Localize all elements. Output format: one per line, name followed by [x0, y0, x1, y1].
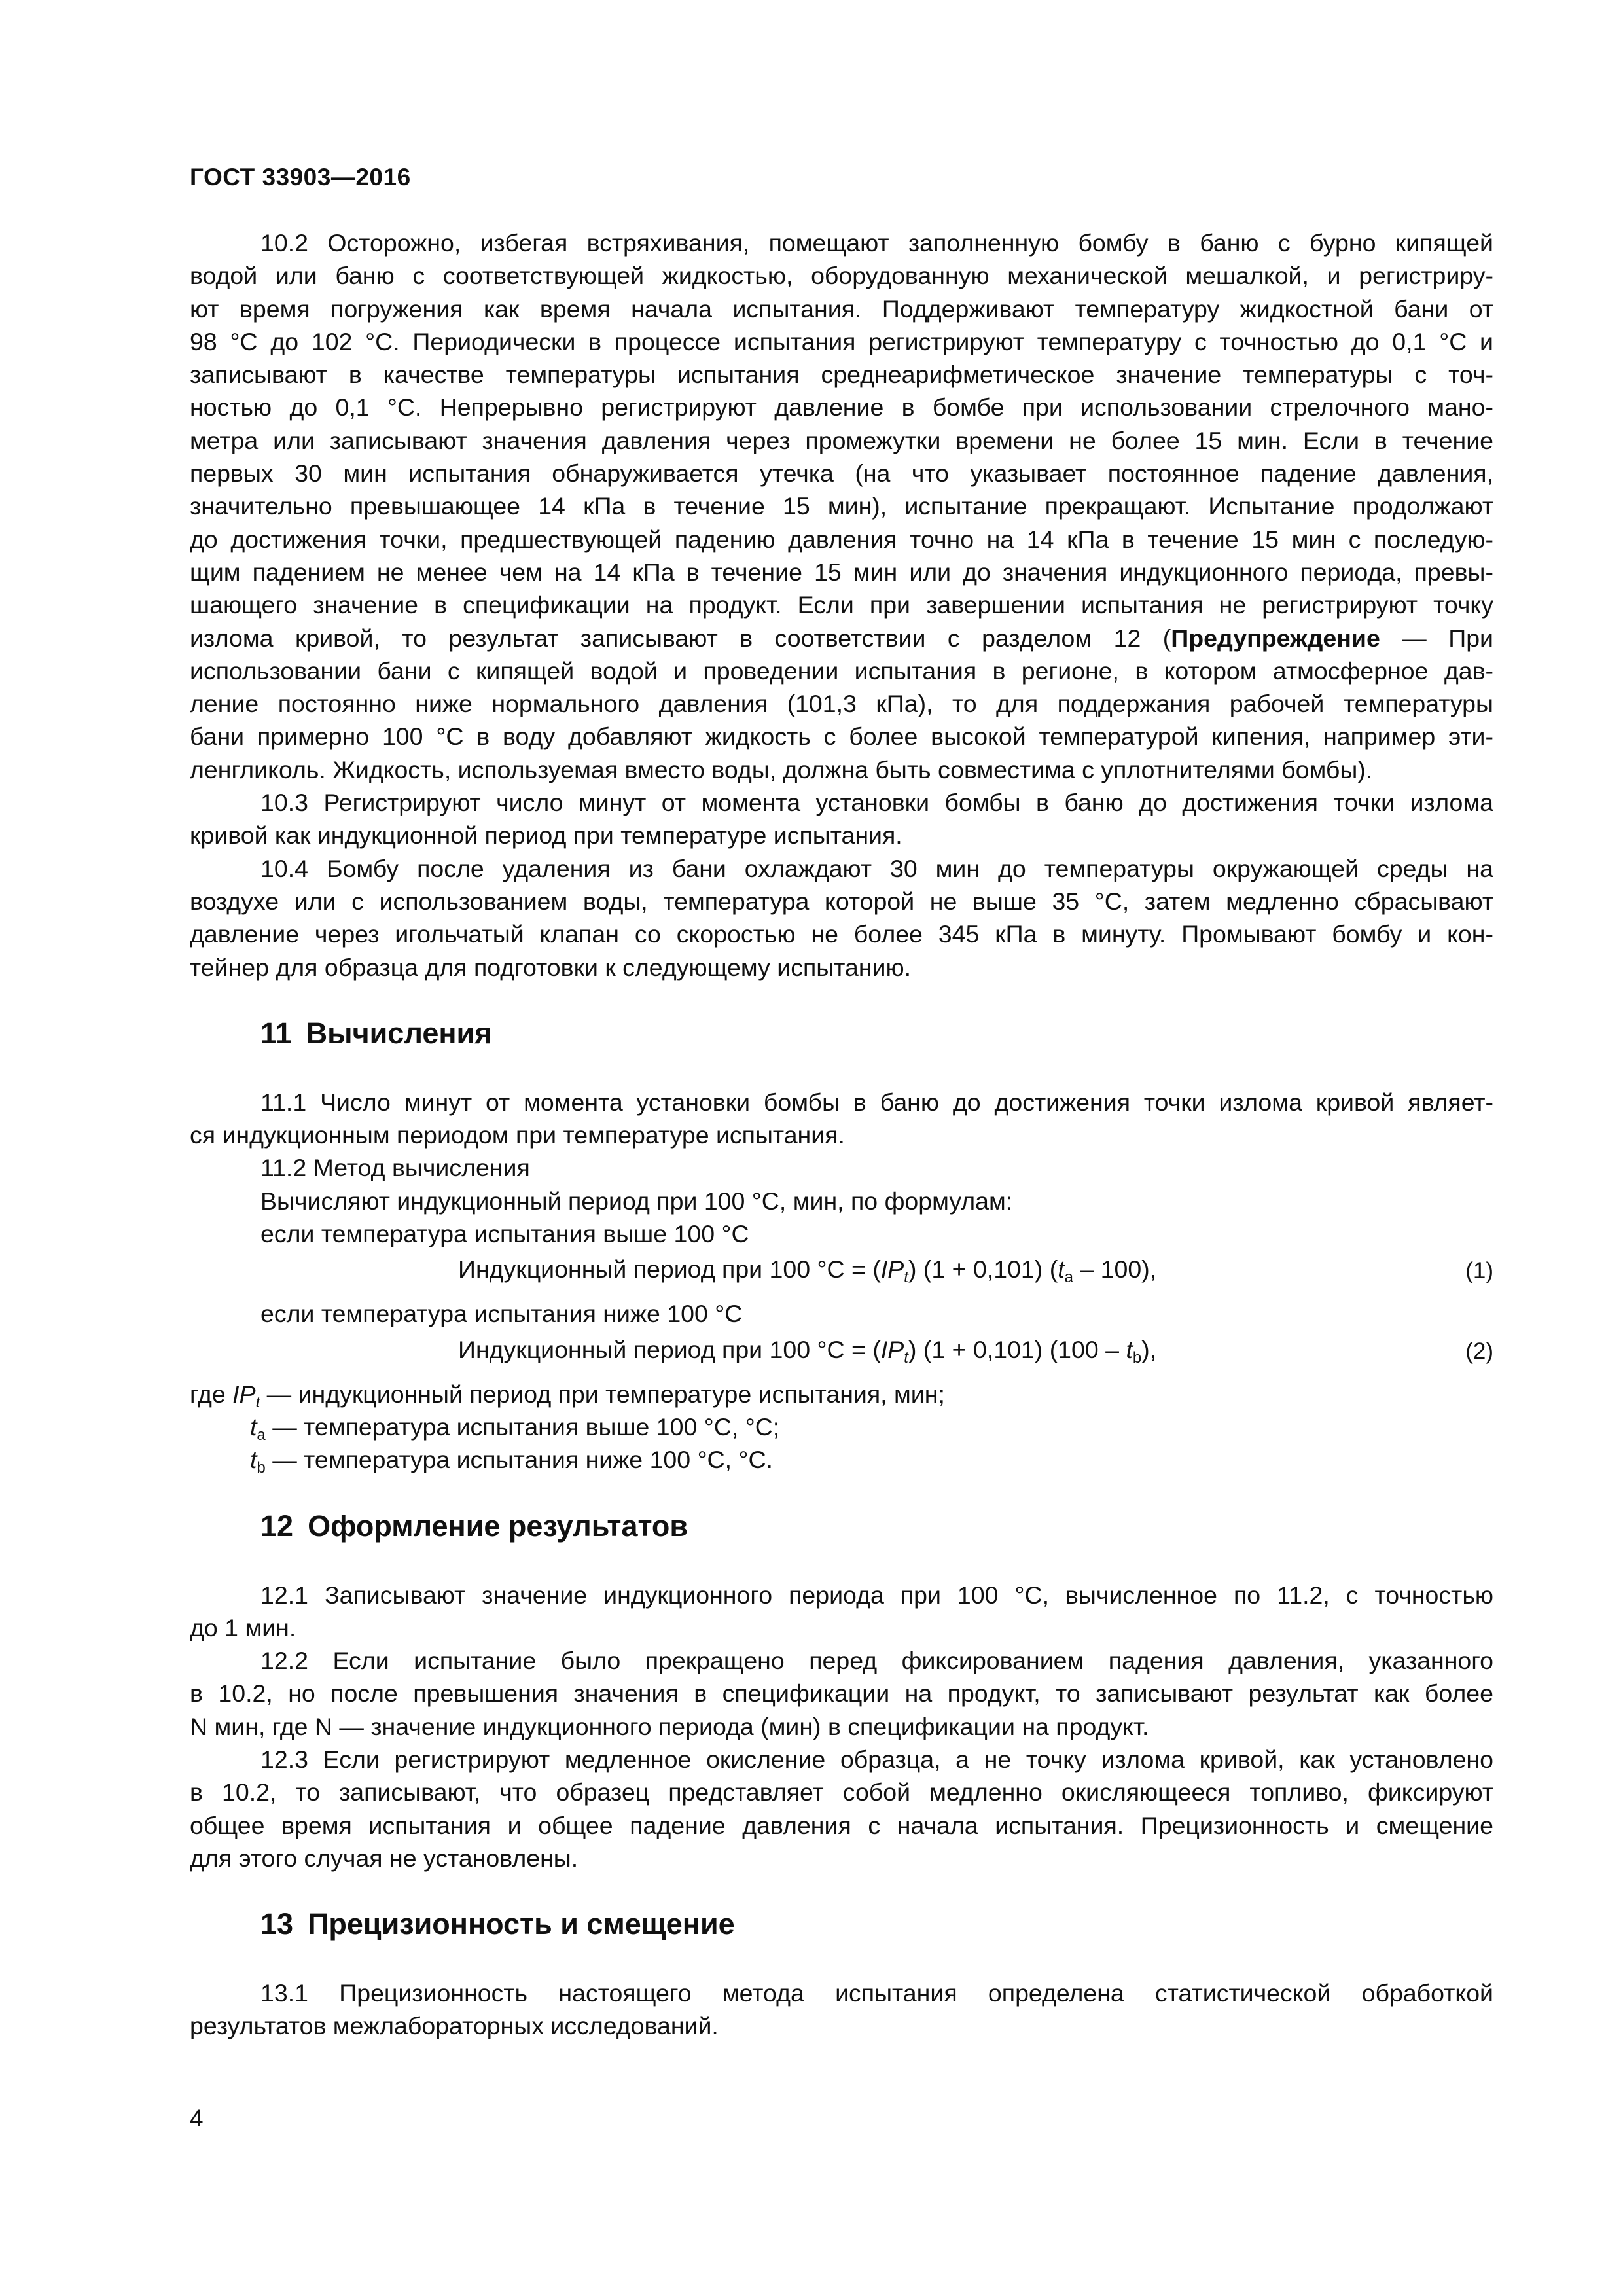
- document-id: ГОСТ 33903—2016: [190, 164, 411, 190]
- text-line: водой или баню с соответствующей жидкостью, оборудованную механической мешалкой, и регистриру-: [190, 262, 1493, 290]
- legend-ip: [190, 1378, 1493, 1410]
- text-line-warning: [190, 622, 1493, 655]
- text-line: щим падением не менее чем на 14 кПа в течение 15 мин или до значения индукционного периода, превы-: [190, 558, 1493, 586]
- text-line: 10.3 Регистрируют число минут от момента установки бомбы в баню до достижения точки излома: [260, 789, 1493, 817]
- legend-sub: t: [255, 1393, 260, 1411]
- legend-sub: a: [257, 1426, 266, 1444]
- equation-number: (2): [1465, 1338, 1493, 1364]
- equation-number: (1): [1465, 1258, 1493, 1284]
- text-line: общее время испытания и общее падение давления с начала испытания. Прецизионность и смещение: [190, 1811, 1493, 1839]
- legend-sub: b: [257, 1459, 266, 1477]
- section-number: 11: [260, 1016, 292, 1050]
- section-number: 12: [260, 1509, 294, 1543]
- formula-2: [190, 1331, 1493, 1378]
- section-11-heading: [260, 1016, 1493, 1050]
- legend-var: t: [250, 1446, 257, 1474]
- text-line: в 10.2, то записывают, что образец представляет собой медленно окисляющееся топливо, фиксируют: [190, 1778, 1493, 1806]
- text-line: результатов межлабораторных исследований.: [190, 2012, 719, 2040]
- section-title: Прецизионность и смещение: [308, 1907, 735, 1941]
- text-line: до достижения точки, предшествующей падению давления точно на 14 кПа в течение 15 мин с последую-: [190, 525, 1493, 553]
- legend-desc: — индукционный период при температуре испытания, мин;: [260, 1380, 945, 1408]
- text-line: 12.2 Если испытание было прекращено перед фиксированием падения давления, указанного: [260, 1647, 1493, 1675]
- text-line: ся индукционным периодом при температуре испытания.: [190, 1121, 845, 1149]
- condition-above: если температура испытания выше 100 °C: [260, 1220, 749, 1248]
- legend-prefix: где: [190, 1380, 233, 1408]
- paragraph-12-3: [190, 1743, 1493, 1874]
- formula-var: t: [1126, 1335, 1133, 1363]
- text-line: N мин, где N — значение индукционного периода (мин) в спецификации на продукт.: [190, 1712, 1149, 1740]
- formula-var: t: [1058, 1255, 1065, 1283]
- text-line: 10.4 Бомбу после удаления из бани охлаждают 30 мин до температуры окружающей среды на: [260, 854, 1493, 882]
- text-line: бани примерно 100 °C в воду добавляют жидкость с более высокой температурой кипения, например эти-: [190, 723, 1493, 751]
- text-line: первых 30 мин испытания обнаруживается утечка (на что указывает постоянное падение давления,: [190, 459, 1493, 488]
- formula-expression: [458, 1335, 1157, 1367]
- warning-label: Предупреждение: [1171, 624, 1380, 652]
- text-fragment: — При: [1380, 624, 1494, 652]
- legend-tb: [190, 1443, 1493, 1476]
- text-line: ленгликоль. Жидкость, используемая вместо воды, должна быть совместима с уплотнителями бомбы).: [190, 755, 1373, 783]
- text-line: ление постоянно ниже нормального давления (101,3 кПа), то для поддержания рабочей температуры: [190, 690, 1493, 718]
- paragraph-10-4: [190, 852, 1493, 984]
- formula-sub: a: [1064, 1268, 1073, 1287]
- text-line: ностью до 0,1 °C. Непрерывно регистрируют давление в бомбе при использовании стрелочного мано-: [190, 393, 1493, 422]
- legend-desc: — температура испытания ниже 100 °C, °C.: [265, 1446, 773, 1474]
- paragraph-13-1: [190, 1977, 1493, 2043]
- text-line: значительно превышающее 14 кПа в течение 15 мин), испытание прекращают. Испытание продолжают: [190, 492, 1493, 520]
- legend-desc: — температура испытания выше 100 °C, °C;: [265, 1412, 780, 1441]
- formula-1: [190, 1250, 1493, 1297]
- formula-sub: b: [1132, 1348, 1142, 1367]
- legend-var: IP: [232, 1380, 256, 1408]
- paragraph-11-2-title: 11.2 Метод вычисления: [260, 1154, 530, 1182]
- text-line: тейнер для образца для подготовки к следующему испытанию.: [190, 953, 912, 981]
- page-number: 4: [190, 2105, 204, 2132]
- section-13-heading: [260, 1907, 1493, 1941]
- formula-var: IP: [880, 1335, 904, 1363]
- page-content: [190, 226, 1493, 2043]
- text-line: 11.1 Число минут от момента установки бомбы в баню до достижения точки излома кривой являет-: [260, 1088, 1493, 1116]
- formula-part: ) (1 + 0,101) (100 –: [908, 1335, 1126, 1363]
- variable-legend: [190, 1378, 1493, 1477]
- text-line: 12.1 Записывают значение индукционного периода при 100 °C, вычисленное по 11.2, с точностью: [260, 1581, 1493, 1609]
- paragraph-10-2: [190, 226, 1493, 786]
- section-title: Оформление результатов: [308, 1509, 688, 1543]
- condition-below: если температура испытания ниже 100 °C: [260, 1300, 743, 1328]
- paragraph-10-3: [190, 786, 1493, 852]
- section-number: 13: [260, 1907, 294, 1941]
- text-line: для этого случая не установлены.: [190, 1844, 579, 1872]
- paragraph-11-1: [190, 1086, 1493, 1152]
- formula-part: Индукционный период при 100 °C = (: [458, 1255, 881, 1283]
- text-line: использовании бани с кипящей водой и проведении испытания в регионе, в котором атмосферное дав-: [190, 656, 1493, 685]
- section-title: Вычисления: [306, 1016, 492, 1050]
- formula-sub: t: [904, 1348, 908, 1367]
- formula-var: IP: [880, 1255, 904, 1283]
- formula-part: Индукционный период при 100 °C = (: [458, 1335, 881, 1363]
- text-line: 10.2 Осторожно, избегая встряхивания, помещают заполненную бомбу в баню с бурно кипящей: [260, 229, 1493, 257]
- text-line: в 10.2, но после превышения значения в спецификации на продукт, то записывают результат как более: [190, 1679, 1493, 1708]
- text-line: давление через игольчатый клапан со скоростью не более 345 кПа в минуту. Промывают бомбу и кон-: [190, 920, 1493, 948]
- text-line: ют время погружения как время начала испытания. Поддерживают температуру жидкостной бани от: [190, 295, 1493, 323]
- text-line: до 1 мин.: [190, 1613, 296, 1641]
- text-line: 13.1 Прецизионность настоящего метода испытания определена статистической обработкой: [260, 1979, 1493, 2007]
- paragraph-12-1: [190, 1579, 1493, 1645]
- formula-part: ),: [1141, 1335, 1157, 1363]
- section-12-heading: [260, 1509, 1493, 1543]
- text-fragment: излома кривой, то результат записывают в соответствии с разделом 12 (: [190, 624, 1171, 652]
- formula-expression: [458, 1255, 1157, 1287]
- formula-part: ) (1 + 0,101) (: [908, 1255, 1058, 1283]
- text-line: шающего значение в спецификации на продукт. Если при завершении испытания не регистрируют точку: [190, 591, 1493, 619]
- legend-ta: [190, 1410, 1493, 1443]
- text-line: кривой как индукционной период при температуре испытания.: [190, 821, 902, 850]
- text-line: 12.3 Если регистрируют медленное окисление образца, а не точку излома кривой, как установлено: [260, 1745, 1493, 1773]
- paragraph-11-2-intro: Вычисляют индукционный период при 100 °C, мин, по формулам:: [260, 1187, 1013, 1215]
- paragraph-12-2: [190, 1644, 1493, 1743]
- formula-part: – 100),: [1073, 1255, 1157, 1283]
- text-line: записывают в качестве температуры испытания среднеарифметическое значение температуры с точ-: [190, 361, 1493, 389]
- formula-sub: t: [904, 1268, 908, 1287]
- text-line: воздухе или с использованием воды, температура которой не выше 35 °C, затем медленно сбрасывают: [190, 887, 1493, 915]
- legend-var: t: [250, 1412, 257, 1441]
- text-line: метра или записывают значения давления через промежутки времени не более 15 мин. Если в течение: [190, 426, 1493, 454]
- text-line: 98 °C до 102 °C. Периодически в процессе испытания регистрируют температуру с точностью до 0,1 °C и: [190, 327, 1493, 355]
